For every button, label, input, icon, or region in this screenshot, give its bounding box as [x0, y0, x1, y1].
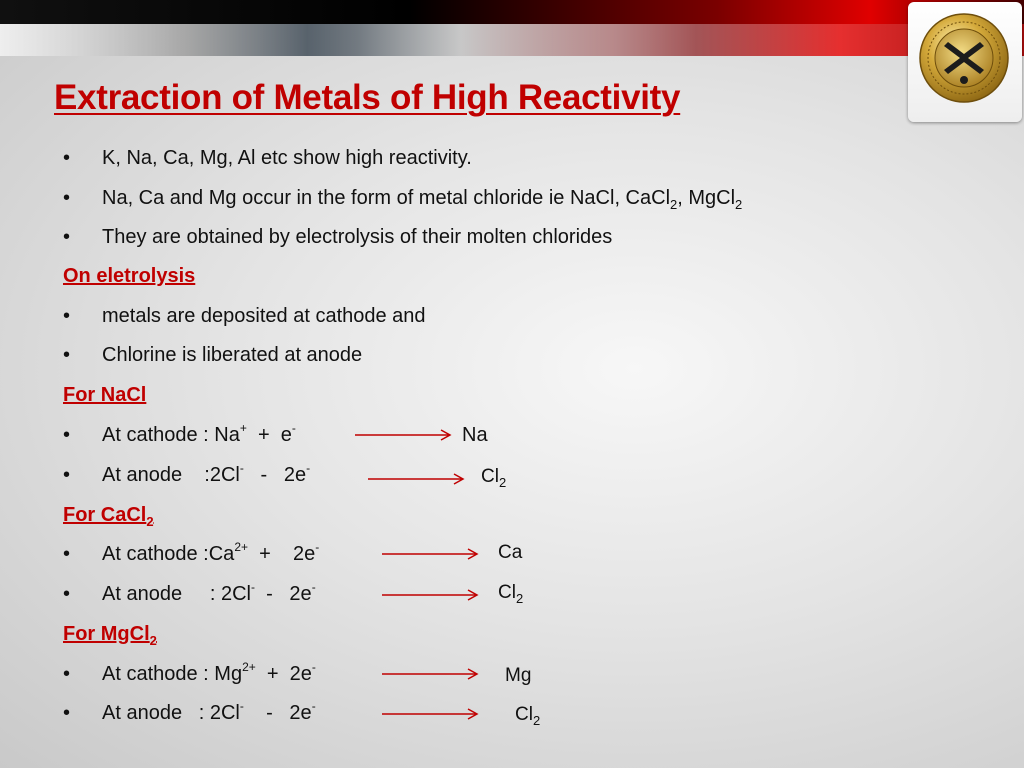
slide-title: Extraction of Metals of High Reactivity [54, 78, 681, 117]
bullet-dot: • [63, 187, 71, 209]
reaction-arrow [382, 546, 482, 562]
reaction-arrow [382, 666, 482, 682]
product-mg: Mg [505, 665, 532, 686]
bullet-dot: • [63, 226, 71, 248]
bullet-text: They are obtained by electrolysis of their molten chlorides [102, 226, 613, 248]
bullet-dot: • [63, 305, 71, 327]
reaction-arrow [355, 427, 455, 443]
product-ca: Ca [498, 542, 523, 563]
reaction-arrow [382, 587, 482, 603]
section-heading-cacl2: For CaCl$_2$ [63, 504, 154, 529]
bullet-dot: • [63, 702, 71, 724]
bullet-text: metals are deposited at cathode and [102, 305, 426, 327]
bullet-text: Chlorine is liberated at anode [102, 344, 363, 366]
bullet-dot: • [63, 424, 71, 446]
product-cl2: $Cl_2$ [481, 466, 507, 490]
academy-logo [908, 2, 1022, 122]
bullet-dot: • [63, 147, 71, 169]
equation-text: At anode : 2Cl- - 2e- [102, 580, 316, 605]
equation-text: At anode : 2Cl- - 2e- [102, 699, 316, 724]
logo-letter: X [963, 63, 965, 64]
reaction-arrow [382, 706, 482, 722]
section-heading-electrolysis: On eletrolysis [63, 265, 196, 287]
equation-text: At anode :2Cl- - 2e- [102, 461, 311, 486]
equation-text: At cathode $:Ca^{2+}$ + 2e- [102, 540, 320, 565]
equation-text: At cathode : Na+ + e- [102, 421, 296, 446]
bullet-dot: • [63, 464, 71, 486]
reaction-arrow [368, 471, 468, 487]
bullet-text: K, Na, Ca, Mg, Al etc show high reactivity. [102, 147, 472, 169]
bullet-dot: • [63, 583, 71, 605]
bullet-dot: • [63, 543, 71, 565]
bullet-dot: • [63, 344, 71, 366]
equation-text: At cathode : $Mg^{2+} + 2e^-$ [102, 660, 316, 685]
product-na: Na [462, 424, 488, 446]
header-band-shine [0, 24, 1024, 56]
product-cl2: $Cl_2$ [498, 582, 524, 606]
logo-panel [908, 2, 1022, 122]
header-band [0, 0, 1024, 56]
bullet-dot: • [63, 663, 71, 685]
header-band-dark-stripe [0, 0, 1024, 24]
bullet-text: Na, Ca and Mg occur in the form of metal chloride ie NaCl, CaCl$_2$, MgCl$_2$ [102, 187, 743, 212]
section-heading-nacl: For NaCl [63, 384, 147, 406]
product-cl2: $Cl_2$ [515, 704, 541, 728]
section-heading-mgcl2: For MgCl$_2$ [63, 623, 157, 648]
